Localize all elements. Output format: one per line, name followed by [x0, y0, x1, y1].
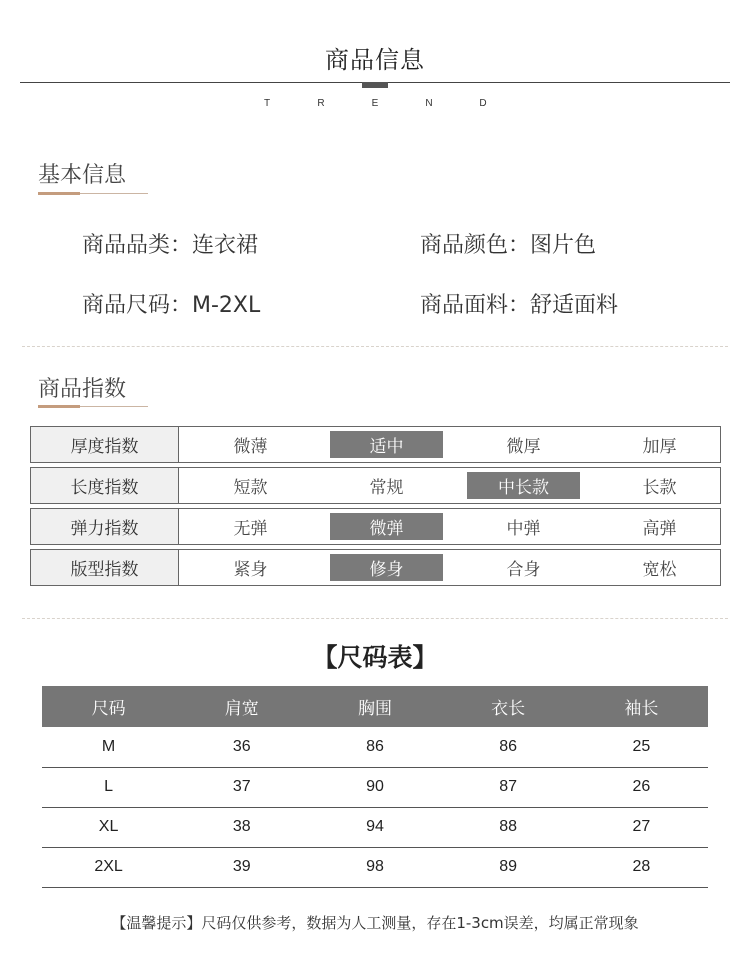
- size-chart-table: [42, 686, 708, 888]
- info-fabric: 商品面料：舒适面料: [420, 293, 619, 318]
- index-section-title: 商品指数: [38, 377, 127, 402]
- table-cell: 90: [308, 767, 441, 807]
- table-cell: 2XL: [42, 847, 175, 887]
- index-option: 长款: [642, 478, 677, 498]
- header-cell: 肩宽: [175, 686, 308, 727]
- table-row: [42, 727, 708, 767]
- index-option: 无弹: [233, 519, 268, 539]
- table-cell: 94: [308, 807, 441, 847]
- table-cell: 39: [175, 847, 308, 887]
- index-row-label: 弹力指数: [31, 509, 179, 544]
- index-row-label: 版型指数: [31, 550, 179, 585]
- table-cell: 26: [575, 767, 708, 807]
- trend-letters: [0, 98, 750, 109]
- index-row-options: [179, 427, 720, 462]
- table-cell: 86: [442, 727, 575, 767]
- warm-tip: 【温馨提示】尺码仅供参考，数据为人工测量，存在1-3cm误差，均属正常现象: [111, 914, 639, 932]
- index-option: 微薄: [233, 437, 268, 457]
- table-cell: 86: [308, 727, 441, 767]
- table-row: [42, 847, 708, 887]
- index-option-selected: 中长款: [467, 472, 580, 499]
- index-option-selected: 修身: [330, 554, 443, 581]
- table-cell: 38: [175, 807, 308, 847]
- header-cell: 衣长: [442, 686, 575, 727]
- header-cell: 胸围: [308, 686, 441, 727]
- table-cell: L: [42, 767, 175, 807]
- section-divider: [22, 346, 728, 347]
- table-cell: 88: [442, 807, 575, 847]
- table-cell: 37: [175, 767, 308, 807]
- index-row: [30, 467, 721, 504]
- index-row: [30, 549, 721, 586]
- trend-letter: N: [425, 98, 433, 109]
- trend-letter: D: [479, 98, 487, 109]
- index-option: 紧身: [233, 560, 268, 580]
- index-option-selected: 微弹: [330, 513, 443, 540]
- table-cell: 27: [575, 807, 708, 847]
- index-row-options: [179, 509, 720, 544]
- table-cell: 25: [575, 727, 708, 767]
- page-title: 商品信息: [325, 46, 425, 74]
- index-option-selected: 适中: [330, 431, 443, 458]
- table-cell: M: [42, 727, 175, 767]
- table-cell: 36: [175, 727, 308, 767]
- index-row-options: [179, 468, 720, 503]
- header-cell: 袖长: [575, 686, 708, 727]
- index-option: 常规: [369, 478, 404, 498]
- index-row: [30, 426, 721, 463]
- size-chart-header-row: [42, 686, 708, 727]
- index-option: 高弹: [642, 519, 677, 539]
- header-divider-mark: [362, 82, 388, 88]
- table-cell: 87: [442, 767, 575, 807]
- index-option: 短款: [233, 478, 268, 498]
- index-option: 中弹: [506, 519, 541, 539]
- index-section-underline: [38, 406, 148, 407]
- info-size: 商品尺码：M-2XL: [82, 293, 261, 318]
- index-row-label: 厚度指数: [31, 427, 179, 462]
- section-divider: [22, 618, 728, 619]
- trend-letter: T: [263, 98, 271, 109]
- trend-letter: E: [371, 98, 379, 109]
- info-color: 商品颜色：图片色: [420, 233, 597, 258]
- basic-info-title: 基本信息: [38, 163, 127, 188]
- index-option: 加厚: [642, 437, 677, 457]
- table-cell: XL: [42, 807, 175, 847]
- index-row-label: 长度指数: [31, 468, 179, 503]
- table-cell: 89: [442, 847, 575, 887]
- table-row: [42, 767, 708, 807]
- index-option: 微厚: [506, 437, 541, 457]
- table-cell: 28: [575, 847, 708, 887]
- index-option: 合身: [506, 560, 541, 580]
- size-chart-title: 【尺码表】: [312, 643, 438, 672]
- basic-info-underline: [38, 193, 148, 194]
- index-row-options: [179, 550, 720, 585]
- trend-letter: R: [317, 98, 325, 109]
- header-cell: 尺码: [42, 686, 175, 727]
- table-row: [42, 807, 708, 847]
- table-cell: 98: [308, 847, 441, 887]
- info-category: 商品品类：连衣裙: [82, 233, 259, 258]
- index-row: [30, 508, 721, 545]
- index-option: 宽松: [642, 560, 677, 580]
